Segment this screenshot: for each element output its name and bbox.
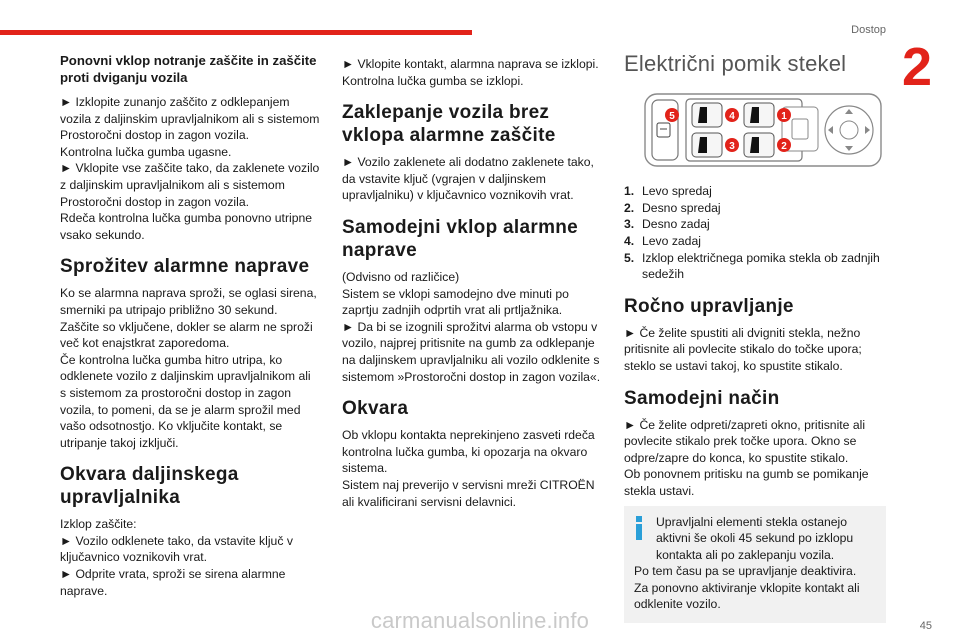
svg-text:3: 3: [729, 140, 735, 152]
paragraph: ► Vklopite kontakt, alarmna naprava se izklopi. Kontrolna lučka gumba se izklopi.: [342, 57, 599, 88]
window-switch-panel-diagram: [644, 93, 882, 167]
section-label: Dostop: [851, 24, 886, 36]
heading-reactivate-protection: Ponovni vklop notranje zaščite in zaščite proti dviganju vozila: [60, 53, 317, 85]
column-left: [60, 52, 320, 605]
list-item: 5. Izklop električnega pomika stekla ob zadnjih sedežih: [624, 250, 880, 282]
watermark: carmanualsonline.info: [370, 608, 590, 633]
column-middle: [342, 56, 604, 516]
info-icon: [636, 516, 642, 540]
paragraph: ► Če želite odpreti/zapreti okno, pritisnite ali povlecite stikalo prek točke upora. Okno se odpre/zapre do konca, ko spustite stikalo. Ob ponovnem pritisku na gumb se pomikanje stekla ustavi.: [624, 417, 869, 498]
paragraph: Ko se alarmna naprava sproži, se oglasi sirena, smerniki pa utripajo približno 30 sekund. Zaščite so vključene, dokler se alarm ne sproži več kot enajstkrat zaporedoma. Če kontrolna lučka gumba hitro utripa, ko odklenete vozilo z daljinskim upravljalnikom ali s sistemom za prostoročni dostop in zagon vozila, to pomeni, da se je alarm sprožil med vašo odsotnostjo. Ko vključite kontakt, se utripanje takoj izključi.: [60, 286, 317, 450]
paragraph: ► Če želite spustiti ali dvigniti stekla, nežno pritisnite ali povlecite stikalo do točke upora; steklo se ustavi takoj, ko spustite stikalo.: [624, 325, 862, 373]
paragraph: Ob vklopu kontakta neprekinjeno zasveti rdeča kontrolna lučka gumba, ki opozarja na okvaro sistema. Sistem naj preverijo v servisni mreži CITROËN ali kvalificirani servisni delavnici.: [342, 428, 595, 509]
svg-text:4: 4: [729, 110, 735, 122]
callout-1: [777, 108, 791, 122]
callout-3: [725, 138, 739, 152]
heading-manual-operation: Ročno upravljanje: [624, 295, 794, 317]
callout-5: [665, 108, 679, 122]
heading-alarm-triggered: Sprožitev alarmne naprave: [60, 256, 310, 278]
top-accent-bar: [0, 30, 472, 35]
window-switch-list: [624, 183, 889, 283]
heading-malfunction: Okvara: [342, 398, 409, 420]
heading-auto-activation: Samodejni vklop alarmne naprave: [342, 216, 579, 261]
callout-4: [725, 108, 739, 122]
heading-automatic-mode: Samodejni način: [624, 387, 780, 409]
page-number: 45: [919, 620, 932, 632]
list-item: 3. Desno zadaj: [624, 217, 710, 232]
column-right: [624, 51, 889, 623]
section-title: Električni pomik stekel: [624, 51, 847, 76]
paragraph: Izklop zaščite: ► Vozilo odklenete tako, da vstavite ključ v ključavnico voznikovih vrat. ► Odprite vrata, sproži se sirena alarmne naprave.: [60, 517, 293, 598]
heading-remote-failure: Okvara daljinskega upravljalnika: [60, 464, 239, 509]
paragraph: (Odvisno od različice) Sistem se vklopi samodejno dve minuti po zaprtju zadnjih odprtih vrat ali prtljažnika. ► Da bi se izognili sprožitvi alarma ob vstopu v vozilo, najprej pritisnite na gumb za odklepanje na daljinskem upravljalniku ali vozilo odklenite s sistemom »Prostoročni dostop in zagon vozila«.: [342, 269, 601, 384]
chapter-number: 2: [901, 37, 932, 97]
svg-text:2: 2: [781, 140, 787, 152]
svg-text:1: 1: [781, 110, 787, 122]
list-item: 4. Levo zadaj: [624, 233, 701, 248]
info-box: Upravljalni elementi stekla ostanejo aktivni še okoli 45 sekund po izklopu kontakta ali po zaklepanju vozila. Po tem času pa se upravljanje deaktivira. Za ponovno aktiviranje vklopite kontakt ali odklenite vozilo.: [624, 506, 886, 624]
paragraph: ► Izklopite zunanjo zaščito z odklepanjem vozila z daljinskim upravljalnikom ali s sistemom Prostoročni dostop in zagon vozila. Kontrolna lučka gumba ugasne. ► Vklopite vse zaščite tako, da zaklenete vozilo z daljinskim upravljalnikom ali s sistemom Prostoročni dostop in zagon vozila. Rdeča kontrolna lučka gumba ponovno utripne vsako sekundo.: [60, 95, 320, 242]
callout-2: [777, 138, 791, 152]
list-item: 1. Levo spredaj: [624, 184, 712, 199]
list-item: 2. Desno spredaj: [624, 200, 721, 215]
svg-text:5: 5: [669, 110, 675, 122]
paragraph: ► Vozilo zaklenete ali dodatno zaklenete tako, da vstavite ključ (vgrajen v daljinskem upravljalniku) v ključavnico voznikovih vrat.: [342, 155, 594, 203]
heading-lock-without-alarm: Zaklepanje vozila brez vklopa alarmne zaščite: [342, 102, 556, 147]
